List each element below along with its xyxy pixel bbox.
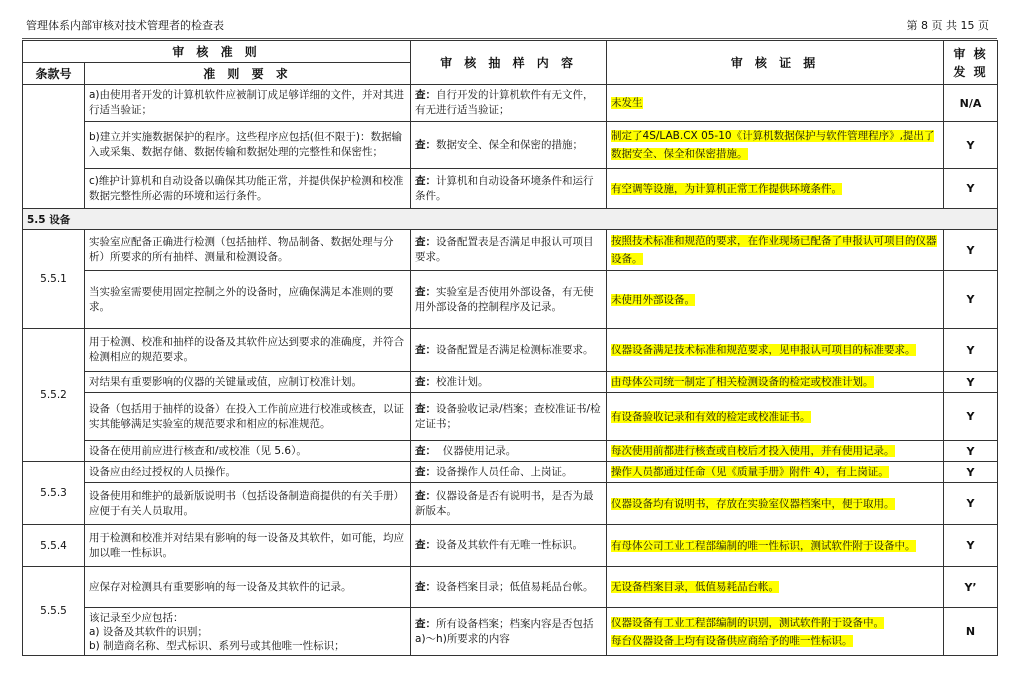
evidence-cell [607, 393, 944, 441]
finding-cell: Y [944, 393, 998, 441]
requirement-cell: 设备使用和维护的最新版说明书（包括设备制造商提供的有关手册）应便于有关人员取用。 [85, 483, 411, 525]
evidence-cell [607, 567, 944, 608]
evidence-cell [607, 169, 944, 209]
finding-cell: Y [944, 122, 998, 169]
table-row [23, 372, 998, 393]
finding-cell: Y [944, 372, 998, 393]
table-row [23, 271, 998, 329]
check-label: 查： [415, 580, 437, 593]
finding-header-line1: 审 核 [953, 46, 988, 61]
sampling-text: 计算机和自动设备环境条件和运行条件。 [415, 174, 594, 202]
table-row [23, 441, 998, 462]
sampling-text: 设备操作人员任命、上岗证。 [436, 465, 573, 478]
clause-cell: 5.5.1 [23, 230, 85, 329]
requirement-cell: 对结果有重要影响的仪器的关键量或值，应制订校准计划。 [85, 372, 411, 393]
table-row [23, 608, 998, 656]
evidence-text: 仪器设备满足技术标准和规范要求，见申报认可项目的标准要求。 [611, 344, 916, 356]
evidence-cell [607, 525, 944, 567]
sampling-cell [411, 462, 607, 483]
requirement-cell: 设备（包括用于抽样的设备）在投入工作前应进行校准或核查，以证实其能够满足实验室的规范要求和相应的标准规范。 [85, 393, 411, 441]
clause-no-header: 条款号 [23, 63, 85, 85]
check-label: 查： [415, 174, 437, 187]
table-row [23, 567, 998, 608]
evidence-cell [607, 85, 944, 122]
sampling-text: 仪器设备是否有说明书，是否为最新版本。 [415, 489, 594, 517]
evidence-cell [607, 329, 944, 372]
requirement-cell: 当实验室需要使用固定控制之外的设备时，应确保满足本准则的要求。 [85, 271, 411, 329]
check-label: 查： [415, 236, 437, 248]
finding-header [944, 41, 998, 85]
sampling-text: 数据安全、保全和保密的措施； [436, 138, 584, 151]
requirement-cell: 应保存对检测具有重要影响的每一设备及其软件的记录。 [85, 567, 411, 608]
sampling-cell [411, 483, 607, 525]
sampling-text: 自行开发的计算机软件有无文件，有无进行适当验证； [415, 89, 594, 116]
sampling-text: 设备验收记录/档案；查校准证书/检定证书； [415, 402, 601, 430]
finding-cell: N [944, 608, 998, 656]
sampling-text: 所有设备档案；档案内容是否包括 a)～h)所要求的内容 [415, 617, 594, 645]
requirement-cell: 实验室应配备正确进行检测（包括抽样、物品制备、数据处理与分析）所要求的所有抽样、测量和检测设备。 [85, 230, 411, 271]
requirement-cell: 用于检测、校准和抽样的设备及其软件应达到要求的准确度，并符合检测相应的规范要求。 [85, 329, 411, 372]
section-title: 5.5 设备 [23, 209, 998, 230]
document-title: 管理体系内部审核对技术管理者的检查表 [26, 19, 224, 32]
sampling-text: 设备档案目录；低值易耗品台帐。 [436, 580, 594, 593]
evidence-text: 每次使用前都进行核查或自校后才投入使用，并有使用记录。 [611, 445, 895, 457]
evidence-header: 审 核 证 据 [607, 41, 944, 85]
evidence-text: 未发生 [611, 97, 643, 109]
table-row [23, 85, 998, 122]
sampling-cell [411, 230, 607, 271]
sampling-cell [411, 608, 607, 656]
table-row [23, 483, 998, 525]
check-label: 查： [415, 617, 437, 630]
finding-cell: Y [944, 169, 998, 209]
sampling-cell [411, 567, 607, 608]
sampling-text: 设备配置表是否满足申报认可项目要求。 [415, 236, 594, 263]
check-label: 查： [415, 285, 437, 298]
requirement-cell: c)维护计算机和自动设备以确保其功能正常，并提供保护检测和校准数据完整性所必需的环境和运行条件。 [85, 169, 411, 209]
sampling-cell [411, 525, 607, 567]
audit-checklist-table [22, 40, 998, 656]
evidence-text: 操作人员都通过任命（见《质量手册》附件 4），有上岗证。 [611, 466, 889, 478]
table-row [23, 122, 998, 169]
requirement-cell: a)由使用者开发的计算机软件应被制订成足够详细的文件，并对其进行适当验证； [85, 85, 411, 122]
page-header [22, 14, 997, 39]
finding-cell: Y [944, 462, 998, 483]
evidence-cell [607, 372, 944, 393]
evidence-text: 有空调等设施，为计算机正常工作提供环境条件。 [611, 182, 843, 195]
finding-cell: Y’ [944, 567, 998, 608]
sampling-text: 校准计划。 [436, 375, 489, 388]
evidence-cell [607, 462, 944, 483]
check-label: 查： [415, 138, 437, 151]
requirement-cell: 用于检测和校准并对结果有影响的每一设备及其软件，如可能，均应加以唯一性标识。 [85, 525, 411, 567]
sampling-cell [411, 372, 607, 393]
sampling-cell [411, 122, 607, 169]
table-row [23, 169, 998, 209]
check-label: 查： [415, 489, 437, 502]
evidence-text: 由母体公司统一制定了相关检测设备的检定或校准计划。 [611, 376, 874, 388]
evidence-cell [607, 271, 944, 329]
evidence-text: 无设备档案目录，低值易耗品台帐。 [611, 581, 780, 593]
finding-cell: Y [944, 271, 998, 329]
check-label: 查： [415, 539, 437, 551]
criteria-requirement-header: 准 则 要 求 [85, 63, 411, 85]
finding-cell: Y [944, 525, 998, 567]
finding-cell: N/A [944, 85, 998, 122]
sampling-cell [411, 85, 607, 122]
sampling-cell [411, 169, 607, 209]
evidence-text: 有母体公司工业工程部编制的唯一性标识，测试软件附于设备中。 [611, 539, 916, 552]
evidence-cell [607, 230, 944, 271]
clause-cell: 5.5.2 [23, 329, 85, 462]
section-row [23, 209, 998, 230]
evidence-text: 按照技术标准和规范的要求，在作业现场已配备了申报认可项目的仪器设备。 [611, 235, 937, 265]
evidence-cell [607, 441, 944, 462]
evidence-cell [607, 608, 944, 656]
clause-cell: 5.5.3 [23, 462, 85, 525]
evidence-text: 制定了4S/LAB.CX 05-10《计算机数据保护与软件管理程序》,提出了数据安全、保全和保密措施。 [611, 130, 935, 160]
finding-cell: Y [944, 329, 998, 372]
evidence-text: 未使用外部设备。 [611, 293, 696, 306]
sampling-cell [411, 393, 607, 441]
clause-cell: 5.5.5 [23, 567, 85, 656]
table-row [23, 525, 998, 567]
check-label: 查： [415, 89, 437, 101]
check-label: 查： [415, 375, 437, 388]
requirement-cell: 该记录至少应包括： a) 设备及其软件的识别； b) 制造商名称、型式标识、系列号或其他唯一性标识； [85, 608, 411, 656]
evidence-cell [607, 122, 944, 169]
check-label: 查： [415, 444, 437, 457]
sampling-content-header: 审 核 抽 样 内 容 [411, 41, 607, 85]
table-row [23, 230, 998, 271]
sampling-text: 实验室是否使用外部设备，有无使用外部设备的控制程序及记录。 [415, 285, 594, 313]
evidence-text: 仪器设备有工业工程部编制的识别，测试软件附于设备中。 每台仪器设备上均有设备供应商给予的唯一性标识。 [611, 616, 885, 647]
clause-cell [23, 85, 85, 209]
evidence-text: 有设备验收记录和有效的检定或校准证书。 [611, 410, 811, 423]
sampling-cell [411, 329, 607, 372]
sampling-cell [411, 441, 607, 462]
sampling-text: 仪器使用记录。 [436, 444, 517, 457]
finding-cell: Y [944, 230, 998, 271]
page-number: 第 8 页 共 15 页 [906, 19, 989, 32]
requirement-cell: b)建立并实施数据保护的程序。这些程序应包括(但不限于)：数据输入或采集、数据存储、数据传输和数据处理的完整性和保密性； [85, 122, 411, 169]
requirement-cell: 设备应由经过授权的人员操作。 [85, 462, 411, 483]
requirement-cell: 设备在使用前应进行核查和/或校准（见 5.6）。 [85, 441, 411, 462]
finding-header-line2: 发 现 [953, 64, 988, 79]
finding-cell: Y [944, 483, 998, 525]
sampling-cell [411, 271, 607, 329]
sampling-text: 设备及其软件有无唯一性标识。 [436, 539, 584, 551]
evidence-cell [607, 483, 944, 525]
check-label: 查： [415, 402, 437, 415]
table-row [23, 329, 998, 372]
audit-criteria-header: 审 核 准 则 [23, 41, 411, 63]
sampling-text: 设备配置是否满足检测标准要求。 [436, 343, 594, 356]
table-row [23, 393, 998, 441]
check-label: 查： [415, 465, 437, 478]
finding-cell: Y [944, 441, 998, 462]
check-label: 查： [415, 343, 437, 356]
evidence-text: 仪器设备均有说明书，存放在实验室仪器档案中，便于取用。 [611, 497, 895, 510]
table-row [23, 462, 998, 483]
clause-cell: 5.5.4 [23, 525, 85, 567]
